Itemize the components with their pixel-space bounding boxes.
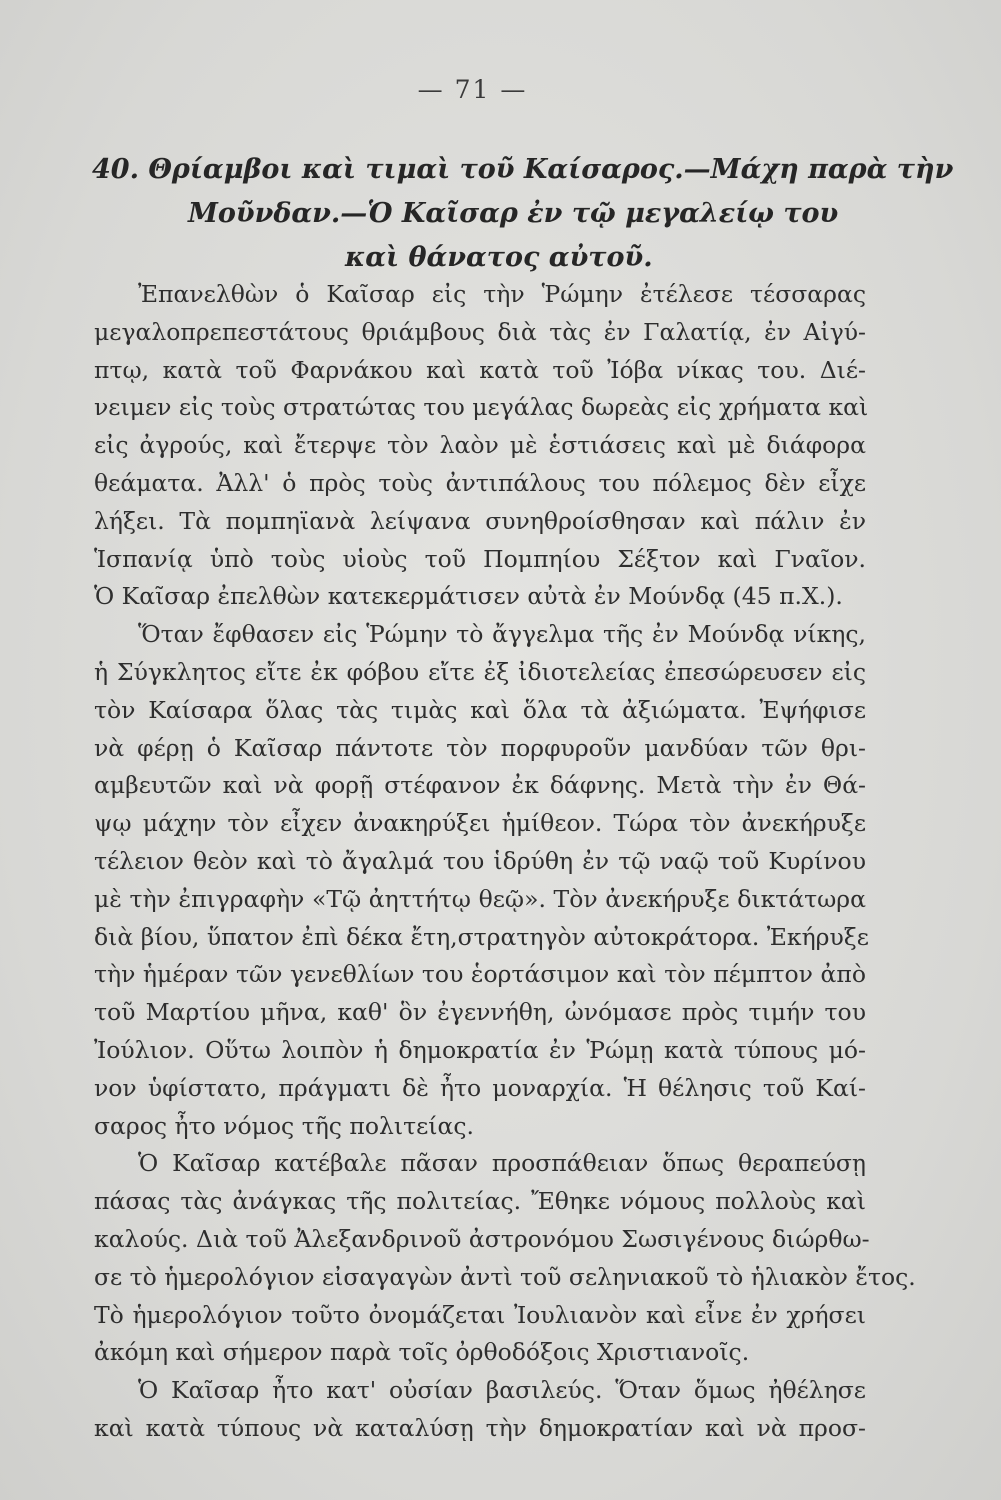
text-line: τέλειον θεὸν καὶ τὸ ἄγαλμά του ἱδρύθη ἐν τῷ ναῷ τοῦ Κυρίνου (94, 846, 866, 875)
text-line: ψῳ μάχην τὸν εἶχεν ἀνακηρύξει ἡμίθεον. Τώρα τὸν ἀνεκήρυξε (94, 809, 866, 838)
text-line: Ἐπανελθὼν ὁ Καῖσαρ εἰς τὴν Ῥώμην ἐτέλεσε τέσσαρας (138, 280, 866, 308)
text-line: Ἱσπανίᾳ ὑπὸ τοὺς υἱοὺς τοῦ Πομπηίου Σέξτον καὶ Γναῖον. (94, 544, 866, 573)
text-line: Ὁ Καῖσαρ ἐπελθὼν κατεκερμάτισεν αὐτὰ ἐν Μούνδᾳ (45 π.Χ.). (94, 582, 843, 611)
text-line: λήξει. Τὰ πομπηϊανὰ λείψανα συνηθροίσθησαν καὶ πάλιν ἐν (94, 506, 866, 535)
text-line: τὴν ἡμέραν τῶν γενεθλίων του ἑορτάσιμον καὶ τὸν πέμπτον ἀπὸ (94, 960, 866, 989)
text-line: σαρος ἦτο νόμος τῆς πολιτείας. (94, 1111, 474, 1140)
text-line: Ὁ Καῖσαρ κατέβαλε πᾶσαν προσπάθειαν ὅπως θεραπεύσῃ (138, 1149, 866, 1178)
text-line: Ὅταν ἔφθασεν εἰς Ῥώμην τὸ ἄγγελμα τῆς ἐν Μούνδᾳ νίκης, (138, 620, 866, 649)
page-number: — 71 — (417, 75, 528, 104)
text-line: θεάματα. Ἀλλ' ὁ πρὸς τοὺς ἀντιπάλους του πόλεμος δὲν εἶχε (94, 468, 866, 497)
heading-line-2: Μοῦνδαν.—Ὁ Καῖσαρ ἐν τῷ μεγαλείῳ του (188, 198, 839, 229)
text-line: νον ὑφίστατο, πράγματι δὲ ἦτο μοναρχία. Ἡ θέλησις τοῦ Καί- (94, 1073, 866, 1102)
text-line: Τὸ ἡμερολόγιον τοῦτο ὀνομάζεται Ἰουλιανὸν καὶ εἶνε ἐν χρήσει (94, 1300, 866, 1329)
text-line: τοῦ Μαρτίου μῆνα, καθ' ὃν ἐγεννήθη, ὠνόμασε πρὸς τιμήν του (94, 998, 866, 1027)
heading-line-1: 40. Θρίαμβοι καὶ τιμαὶ τοῦ Καίσαρος.—Μάχη παρὰ τὴν (92, 154, 954, 185)
heading-line-3: καὶ θάνατος αὐτοῦ. (345, 242, 653, 273)
text-line: καλούς. Διὰ τοῦ Ἀλεξανδρινοῦ ἀστρονόμου Σωσιγένους διώρθω- (94, 1224, 870, 1253)
text-line: εἰς ἀγρούς, καὶ ἔτερψε τὸν λαὸν μὲ ἑστιάσεις καὶ μὲ διάφορα (94, 431, 866, 460)
text-line: μεγαλοπρεπεστάτους θριάμβους διὰ τὰς ἐν Γαλατίᾳ, ἐν Αἰγύ- (94, 317, 866, 346)
text-line: νὰ φέρῃ ὁ Καῖσαρ πάντοτε τὸν πορφυροῦν μανδύαν τῶν θρι- (94, 733, 866, 762)
text-line: διὰ βίου, ὕπατον ἐπὶ δέκα ἔτη,στρατηγὸν αὐτοκράτορα. Ἐκήρυξε (94, 922, 869, 951)
text-line: πτῳ, κατὰ τοῦ Φαρνάκου καὶ κατὰ τοῦ Ἰόβα νίκας του. Διέ- (94, 355, 866, 384)
text-line: καὶ κατὰ τύπους νὰ καταλύσῃ τὴν δημοκρατίαν καὶ νὰ προσ- (94, 1413, 866, 1442)
body-text (94, 276, 916, 1448)
text-line: σε τὸ ἡμερολόγιον εἰσαγαγὼν ἀντὶ τοῦ σεληνιακοῦ τὸ ἡλιακὸν ἔτος. (94, 1262, 916, 1291)
text-line: πάσας τὰς ἀνάγκας τῆς πολιτείας. Ἔθηκε νόμους πολλοὺς καὶ (94, 1187, 866, 1216)
text-line: ἡ Σύγκλητος εἴτε ἐκ φόβου εἴτε ἐξ ἰδιοτελείας ἐπεσώρευσεν εἰς (94, 657, 866, 686)
text-line: Ἰούλιον. Οὕτω λοιπὸν ἡ δημοκρατία ἐν Ῥώμῃ κατὰ τύπους μό- (94, 1035, 866, 1064)
text-line: αμβευτῶν καὶ νὰ φορῇ στέφανον ἐκ δάφνης. Μετὰ τὴν ἐν Θά- (94, 771, 866, 800)
text-line: τὸν Καίσαρα ὅλας τὰς τιμὰς καὶ ὅλα τὰ ἀξιώματα. Ἐψήφισε (94, 695, 866, 724)
text-line: μὲ τὴν ἐπιγραφὴν «Τῷ ἀηττήτῳ θεῷ». Τὸν ἀνεκήρυξε δικτάτωρα (94, 884, 866, 913)
text-line: ἀκόμη καὶ σήμερον παρὰ τοῖς ὀρθοδόξοις Χριστιανοῖς. (94, 1338, 750, 1367)
chapter-heading (92, 148, 954, 280)
text-line: Ὁ Καῖσαρ ἦτο κατ' οὐσίαν βασιλεύς. Ὅταν ὅμως ἠθέλησε (138, 1376, 866, 1405)
text-line: νειμεν εἰς τοὺς στρατώτας του μεγάλας δωρεὰς εἰς χρήματα καὶ (94, 393, 869, 422)
